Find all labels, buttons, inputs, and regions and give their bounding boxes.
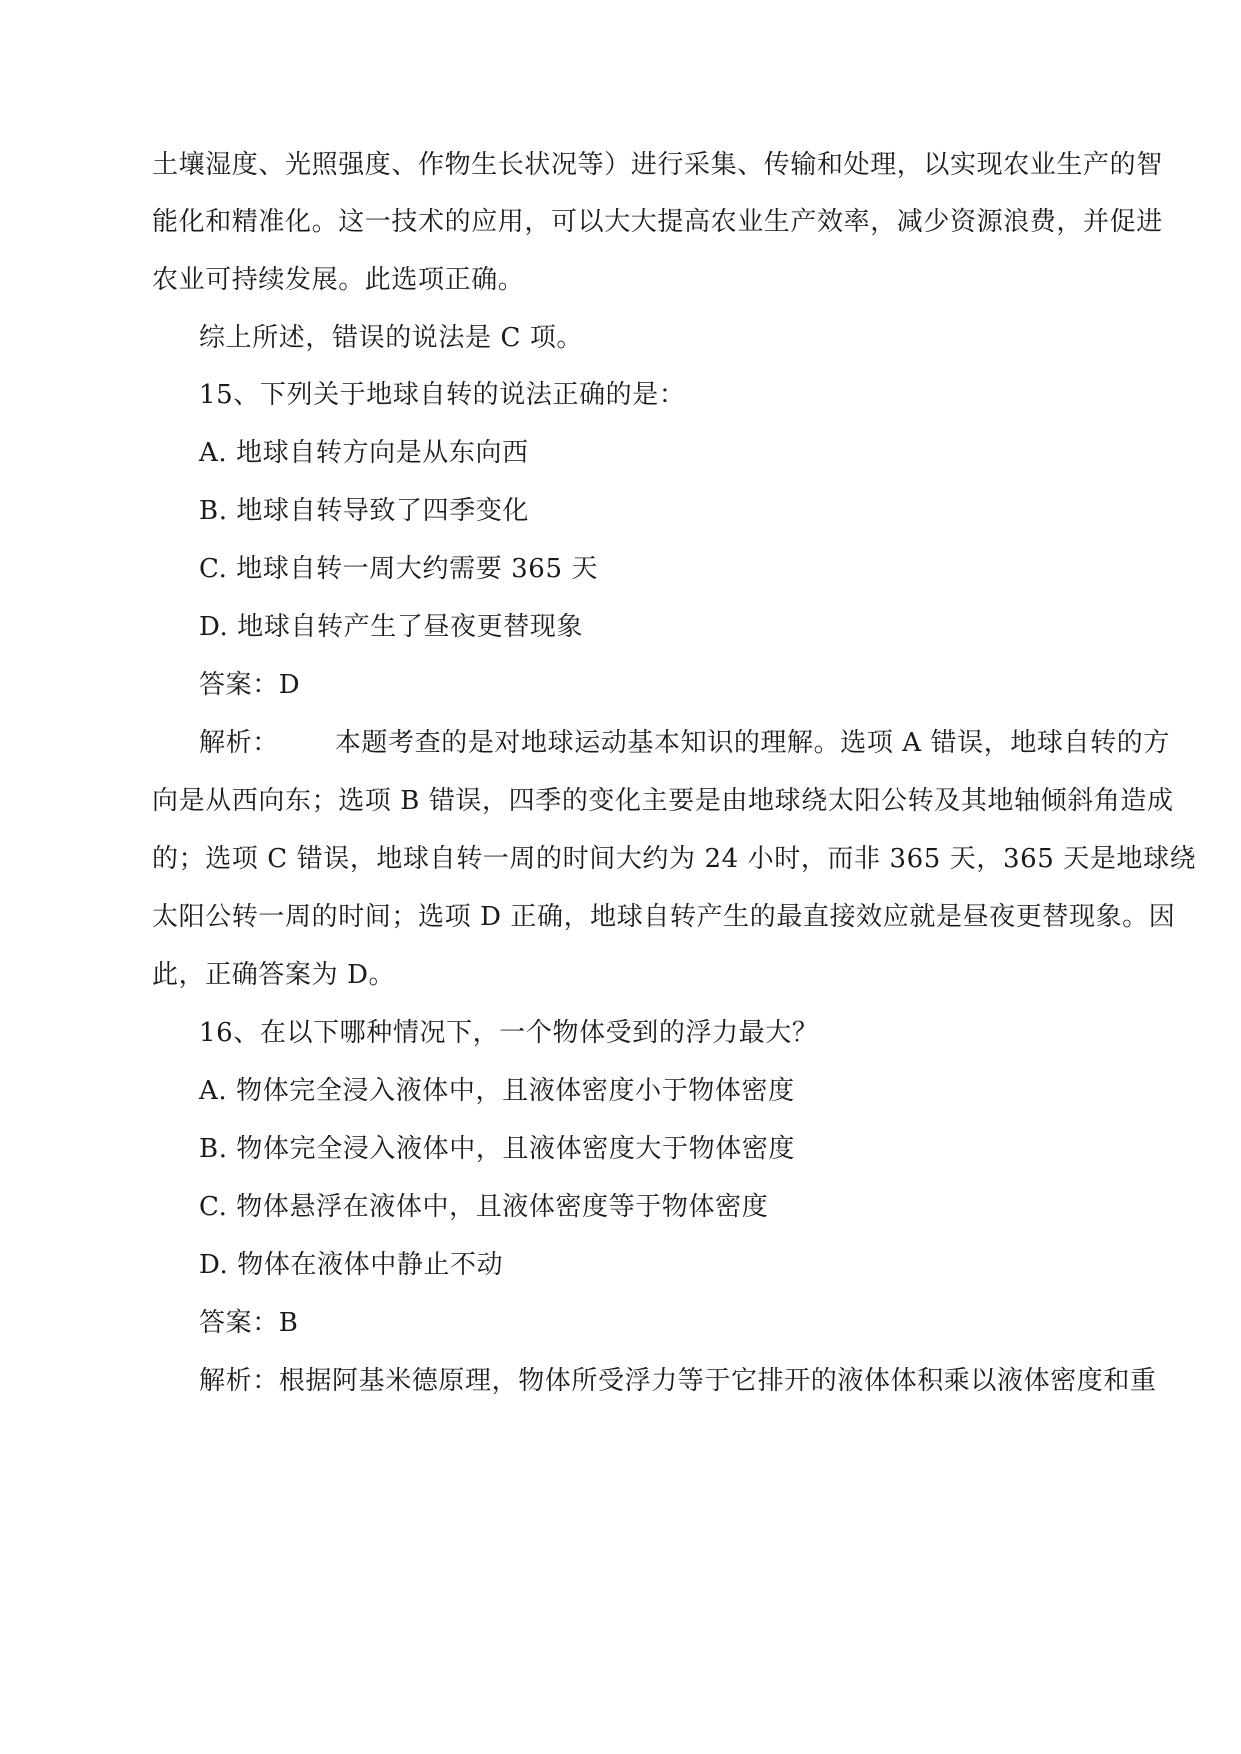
paragraph-line: 能化和精准化。这一技术的应用，可以大大提高农业生产效率，减少资源浪费，并促进 — [152, 207, 1163, 237]
q15-analysis-line: 此，正确答案为 D。 — [152, 960, 396, 990]
analysis-label: 解析： — [199, 728, 279, 758]
q16-option-c: C. 物体悬浮在液体中，且液体密度等于物体密度 — [199, 1192, 769, 1222]
question-15: 15、下列关于地球自转的说法正确的是： — [199, 380, 686, 410]
q15-analysis-line: 的；选项 C 错误，地球自转一周的时间大约为 24 小时，而非 365 天，365 天是地球绕 — [152, 844, 1197, 874]
question-16: 16、在以下哪种情况下，一个物体受到的浮力最大？ — [199, 1018, 819, 1048]
q16-option-d: D. 物体在液体中静止不动 — [199, 1250, 504, 1280]
q15-analysis-line: 向是从西向东；选项 B 错误，四季的变化主要是由地球绕太阳公转及其地轴倾斜角造成 — [152, 786, 1174, 816]
paragraph-line: 土壤湿度、光照强度、作物生长状况等）进行采集、传输和处理，以实现农业生产的智 — [152, 150, 1163, 180]
q15-analysis-first-line — [199, 723, 1170, 763]
paragraph-line: 农业可持续发展。此选项正确。 — [152, 265, 525, 295]
q15-option-d: D. 地球自转产生了昼夜更替现象 — [199, 612, 584, 642]
q16-option-b: B. 物体完全浸入液体中，且液体密度大于物体密度 — [199, 1134, 796, 1164]
q16-option-a: A. 物体完全浸入液体中，且液体密度小于物体密度 — [199, 1076, 795, 1106]
q15-answer: 答案：D — [199, 670, 301, 700]
analysis-text: 本题考查的是对地球运动基本知识的理解。选项 A 错误，地球自转的方 — [334, 728, 1170, 758]
q15-option-c: C. 地球自转一周大约需要 365 天 — [199, 554, 599, 584]
q15-option-a: A. 地球自转方向是从东向西 — [199, 438, 529, 468]
q15-option-b: B. 地球自转导致了四季变化 — [199, 496, 530, 526]
q16-analysis: 解析：根据阿基米德原理，物体所受浮力等于它排开的液体体积乘以液体密度和重 — [199, 1366, 1157, 1396]
summary-line: 综上所述，错误的说法是 C 项。 — [199, 323, 584, 353]
q15-analysis-line: 太阳公转一周的时间；选项 D 正确，地球自转产生的最直接效应就是昼夜更替现象。因 — [152, 902, 1176, 932]
q16-answer: 答案：B — [199, 1308, 299, 1338]
